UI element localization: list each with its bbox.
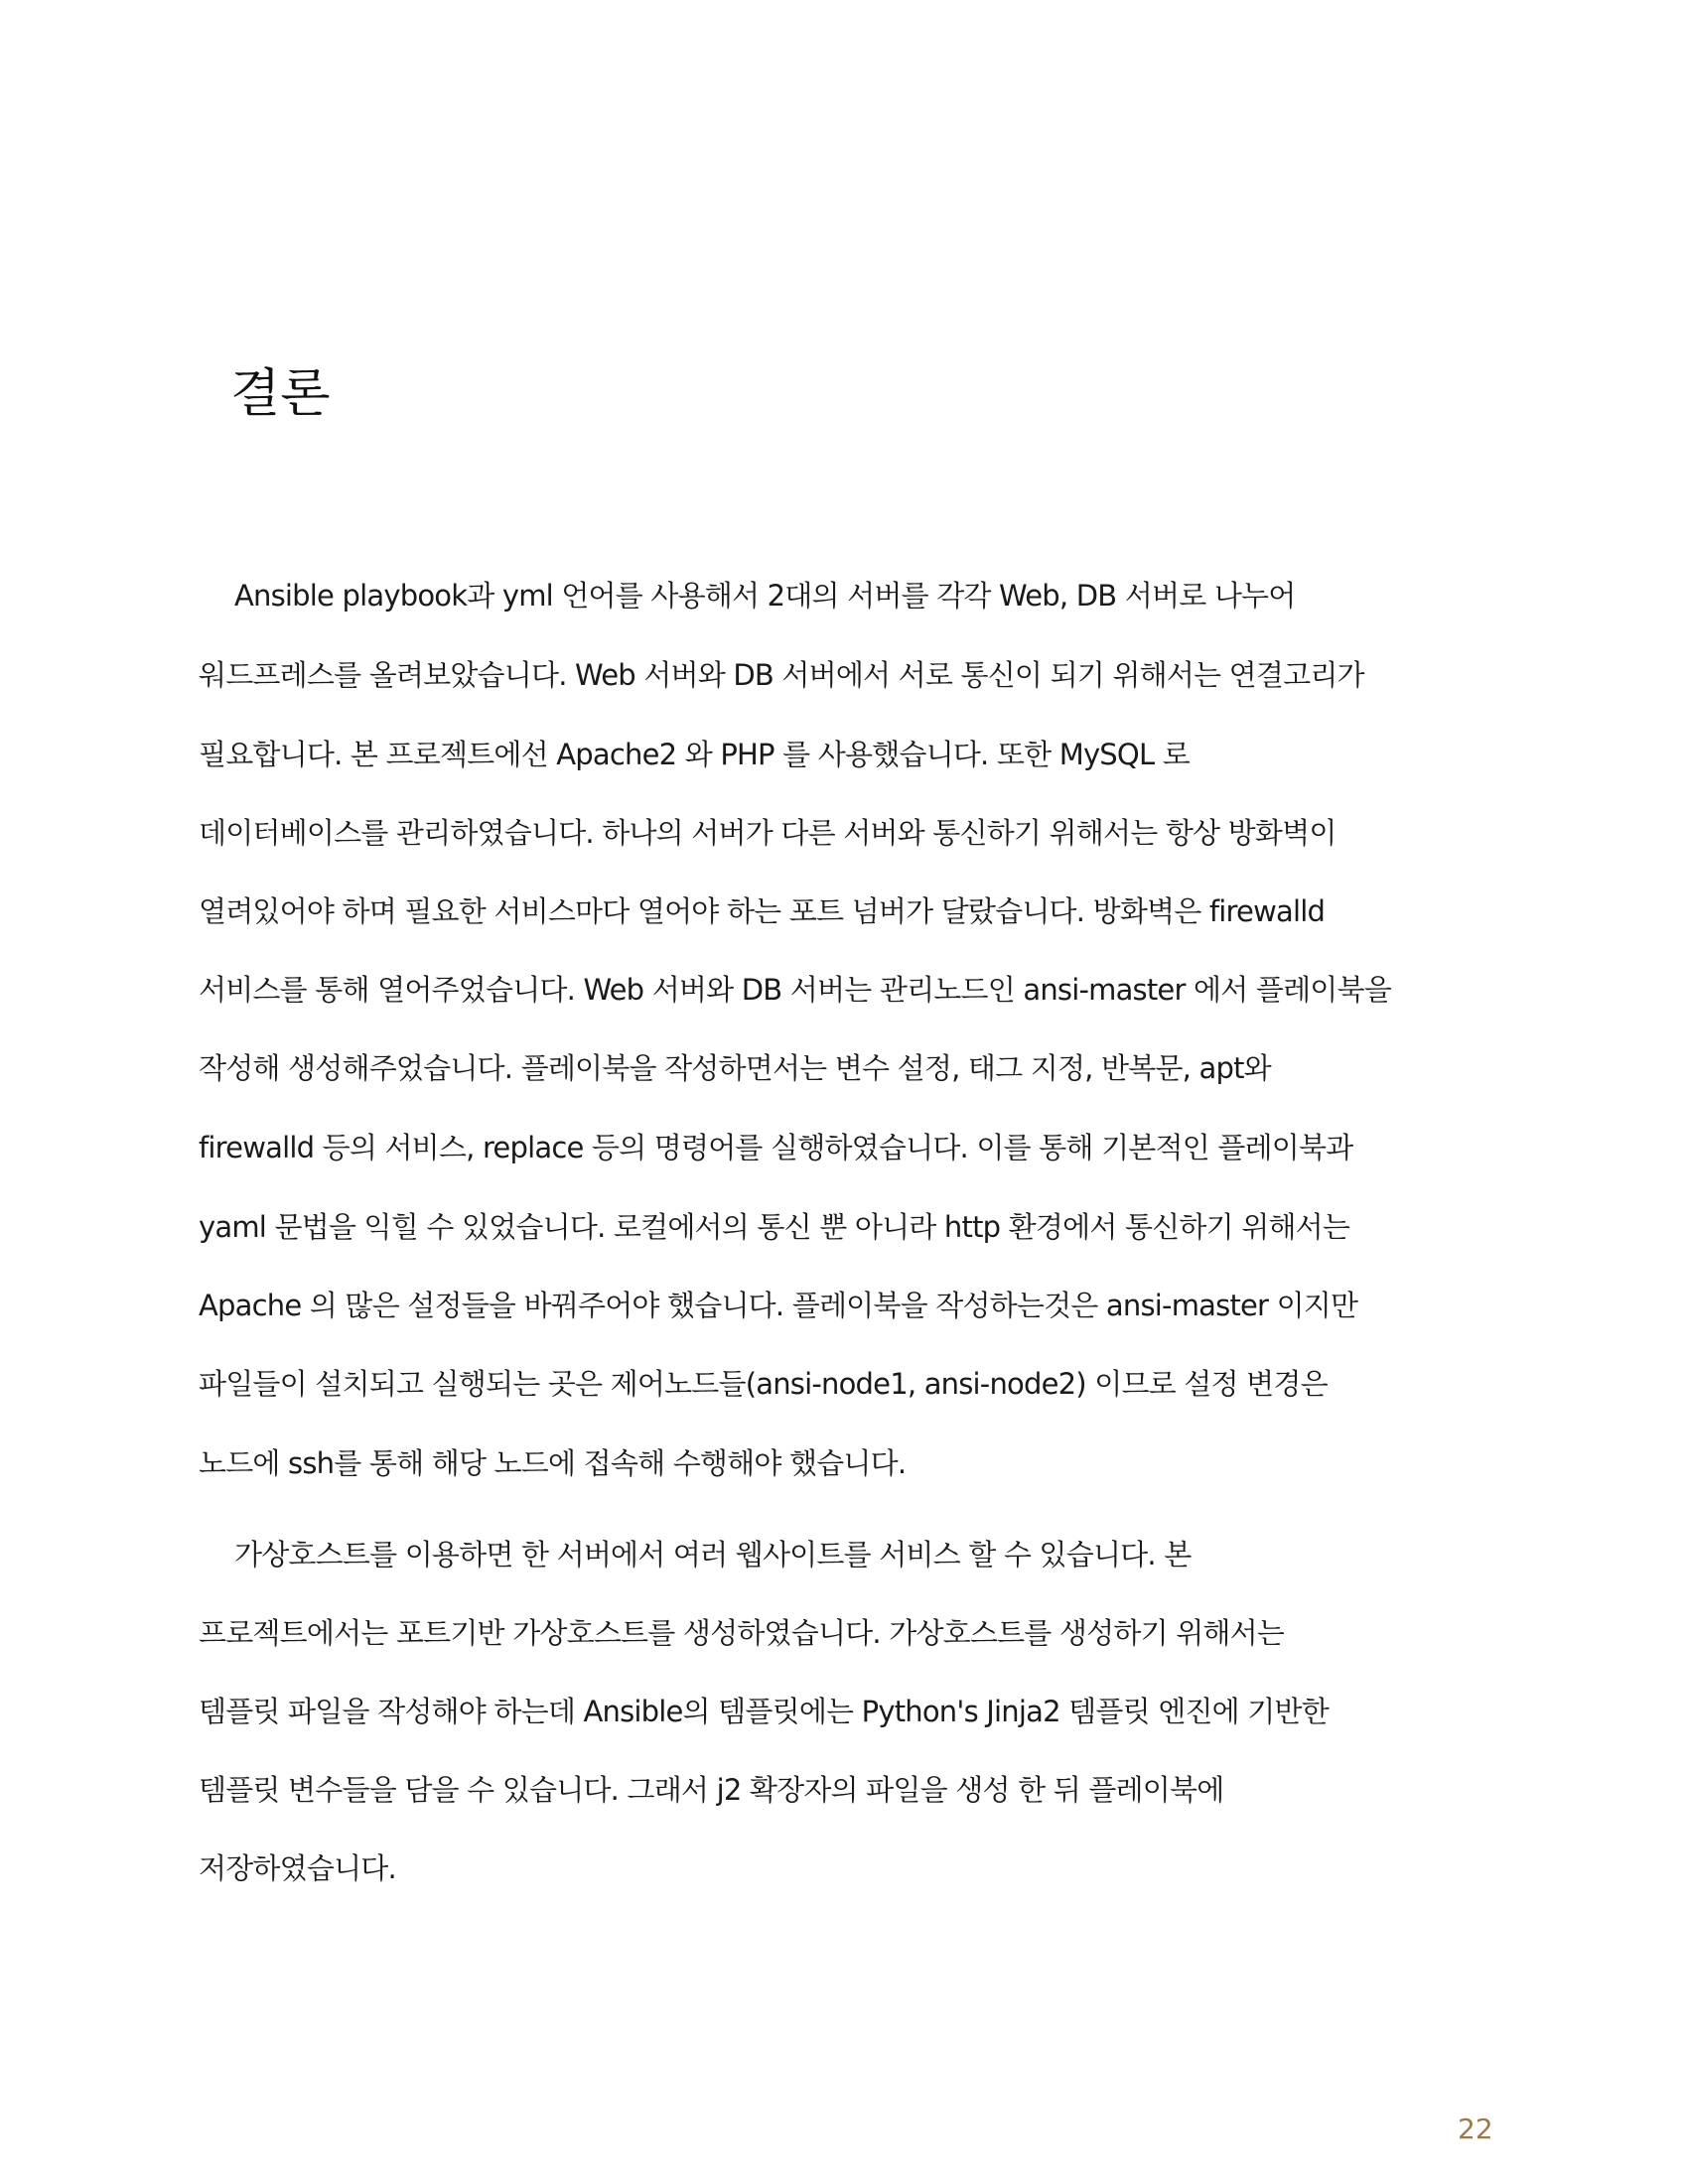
paragraph-line: 워드프레스를 올려보았습니다. Web 서버와 DB 서버에서 서로 통신이 되기 위해서는 연결고리가 (199, 658, 1364, 692)
paragraph-line: Apache 의 많은 설정들을 바꿔주어야 했습니다. 플레이북을 작성하는것은 ansi-master 이지만 (199, 1289, 1358, 1322)
paragraph-line: 템플릿 파일을 작성해야 하는데 Ansible의 템플릿에는 Python's Jinja2 템플릿 엔진에 기반한 (199, 1695, 1329, 1728)
paragraph-line: 프로젝트에서는 포트기반 가상호스트를 생성하였습니다. 가상호스트를 생성하기 위해서는 (199, 1616, 1285, 1650)
paragraph-line: Ansible playbook과 yml 언어를 사용해서 2대의 서버를 각각 Web, DB 서버로 나누어 (234, 579, 1296, 613)
paragraph-line: 열려있어야 하며 필요한 서비스마다 열어야 하는 포트 넘버가 달랐습니다. 방화벽은 firewalld (199, 894, 1326, 928)
section-title: 결론 (230, 364, 331, 424)
paragraph-line: 필요합니다. 본 프로젝트에선 Apache2 와 PHP 를 사용했습니다. 또한 MySQL 로 (199, 738, 1190, 771)
paragraph-line: 서비스를 통해 열어주었습니다. Web 서버와 DB 서버는 관리노드인 ansi-master 에서 플레이북을 (199, 973, 1391, 1007)
paragraph-line: yaml 문법을 익힐 수 있었습니다. 로컬에서의 통신 뿐 아니라 http 환경에서 통신하기 위해서는 (199, 1210, 1350, 1244)
paragraph-line: 데이터베이스를 관리하였습니다. 하나의 서버가 다른 서버와 통신하기 위해서는 항상 방화벽이 (199, 816, 1336, 850)
paragraph-line: 저장하였습니다. (199, 1851, 396, 1885)
paragraph-line: firewalld 등의 서비스, replace 등의 명령어를 실행하였습니다. 이를 통해 기본적인 플레이북과 (199, 1131, 1353, 1164)
paragraph-line: 템플릿 변수들을 담을 수 있습니다. 그래서 j2 확장자의 파일을 생성 한 뒤 플레이북에 (199, 1773, 1224, 1807)
paragraph-line: 가상호스트를 이용하면 한 서버에서 여러 웹사이트를 서비스 할 수 있습니다. 본 (234, 1538, 1192, 1571)
page-number: 22 (1458, 2113, 1493, 2145)
paragraph-line: 노드에 ssh를 통해 해당 노드에 접속해 수행해야 했습니다. (199, 1446, 907, 1480)
paragraph-line: 파일들이 설치되고 실행되는 곳은 제어노드들(ansi-node1, ansi-node2) 이므로 설정 변경은 (199, 1367, 1328, 1401)
paragraph-line: 작성해 생성해주었습니다. 플레이북을 작성하면서는 변수 설정, 태그 지정, 반복문, apt와 (199, 1051, 1271, 1085)
